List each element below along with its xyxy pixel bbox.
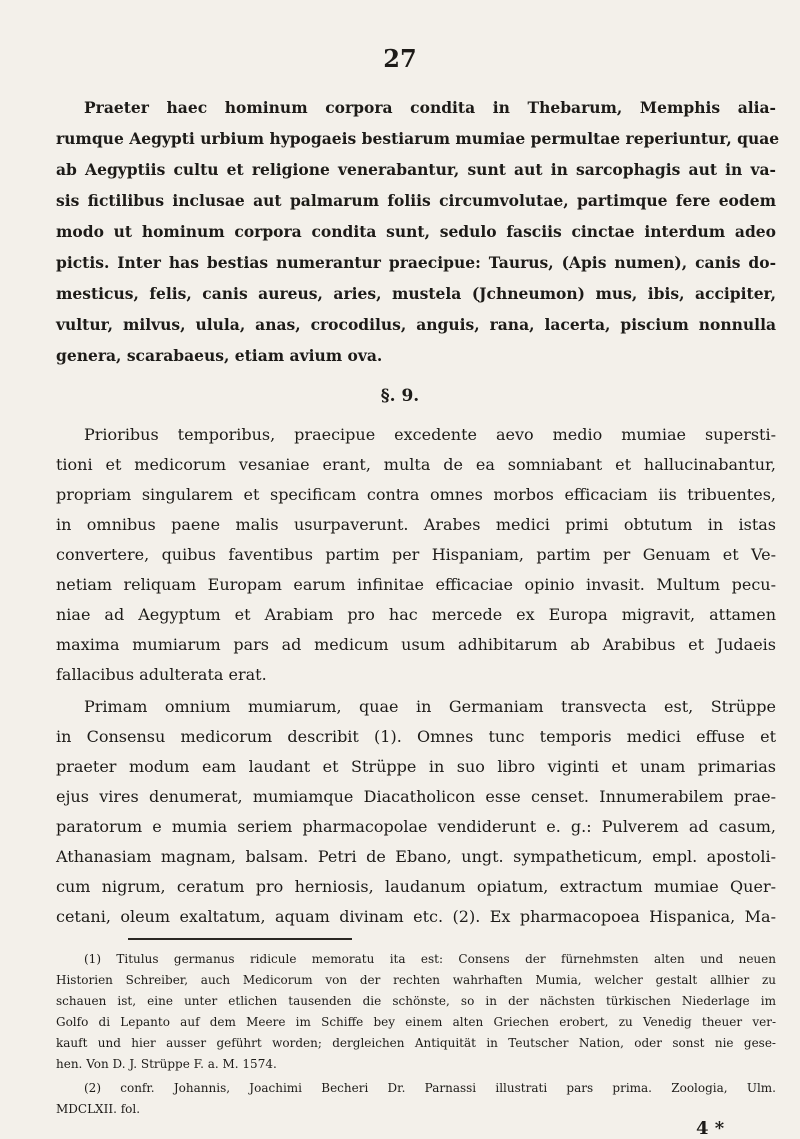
page-number: 27 — [383, 44, 417, 73]
paragraph2-line: netiam reliquam Europam earum infinitae efficaciae opinio invasit. Multum pecu- — [56, 575, 776, 594]
paragraph2-line: fallacibus adulterata erat. — [56, 665, 267, 684]
paragraph2-line: maxima mumiarum pars ad medicum usum adhibitarum ab Arabibus et Judaeis — [56, 635, 776, 654]
paragraph1-line: rumque Aegypti urbium hypogaeis bestiarum mumiae permultae reperiuntur, quae — [56, 129, 780, 148]
paragraph1-line: ab Aegyptiis cultu et religione venerabantur, sunt aut in sarcophagis aut in va- — [56, 160, 776, 179]
paragraph3-line: Primam omnium mumiarum, quae in Germaniam transvecta est, Strüppe — [84, 697, 776, 716]
paragraph1-line: sis fictilibus inclusae aut palmarum foliis circumvolutae, partimque fere eodem — [56, 191, 776, 210]
paragraph3-line: praeter modum eam laudant et Strüppe in suo libro viginti et unam primarias — [56, 757, 776, 776]
paragraph3-line: Athanasiam magnam, balsam. Petri de Ebano, ungt. sympatheticum, empl. apostoli- — [56, 847, 776, 866]
paragraph2-line: in omnibus paene malis usurpaverunt. Arabes medici primi obtutum in istas — [56, 515, 776, 534]
footnote1-line: Historien Schreiber, auch Medicorum von der rechten wahrhaften Mumia, welcher gestalt allhier zu — [56, 973, 776, 987]
footnote2-line: (2) confr. Johannis, Joachimi Becheri Dr. Parnassi illustrati pars prima. Zoologia, Ulm. — [84, 1081, 776, 1095]
footnote2-line: MDCLXII. fol. — [56, 1102, 141, 1116]
paragraph1-line: modo ut hominum corpora condita sunt, sedulo fasciis cinctae interdum adeo — [56, 222, 776, 241]
footnote1-line: Golfo di Lepanto auf dem Meere im Schiffe bey einem alten Griechen erobert, zu Venedig theuer ver- — [56, 1015, 776, 1029]
paragraph3-line: cetani, oleum exaltatum, aquam divinam etc. (2). Ex pharmacopoea Hispanica, Ma- — [56, 907, 776, 926]
paragraph1-line: Praeter haec hominum corpora condita in Thebarum, Memphis alia- — [84, 98, 776, 117]
paragraph3-line: cum nigrum, ceratum pro herniosis, laudanum opiatum, extractum mumiae Quer- — [56, 877, 776, 896]
footnote1-line: schauen ist, eine unter etlichen tausenden die schönste, so in der nächsten türkischen Niederlage im — [56, 994, 776, 1008]
paragraph2-line: Prioribus temporibus, praecipue excedente aevo medio mumiae supersti- — [84, 425, 776, 444]
footnote1-line: (1) Titulus germanus ridicule memoratu ita est: Consens der fürnehmsten alten und neuen — [84, 952, 776, 966]
paragraph2-line: propriam singularem et specificam contra omnes morbos efficaciam iis tribuentes, — [56, 485, 776, 504]
paragraph2-line: niae ad Aegyptum et Arabiam pro hac mercede ex Europa migravit, attamen — [56, 605, 776, 624]
paragraph3-line: in Consensu medicorum describit (1). Omnes tunc temporis medici effuse et — [56, 727, 776, 746]
paragraph1-line: pictis. Inter has bestias numerantur praecipue: Taurus, (Apis numen), canis do- — [56, 253, 776, 272]
paragraph2-line: convertere, quibus faventibus partim per Hispaniam, partim per Genuam et Ve- — [56, 545, 776, 564]
paragraph1-line: mesticus, felis, canis aureus, aries, mustela (Jchneumon) mus, ibis, accipiter, — [56, 284, 776, 303]
paragraph1-line: vultur, milvus, ulula, anas, crocodilus, anguis, rana, lacerta, piscium nonnulla — [56, 315, 776, 334]
footnote1-line: hen. Von D. J. Strüppe F. a. M. 1574. — [56, 1057, 277, 1071]
paragraph3-line: ejus vires denumerat, mumiamque Diacatholicon esse censet. Innumerabilem prae- — [56, 787, 776, 806]
paragraph1-line: genera, scarabaeus, etiam avium ova. — [56, 346, 383, 365]
section-heading: §. 9. — [380, 386, 420, 406]
paragraph3-line: paratorum e mumia seriem pharmacopolae vendiderunt e. g.: Pulverem ad casum, — [56, 817, 776, 836]
paragraph2-line: tioni et medicorum vesaniae erant, multa de ea somniabant et hallucinabantur, — [56, 455, 776, 474]
footnote-divider — [128, 938, 352, 940]
footnote1-line: kauft und hier ausser geführt worden; dergleichen Antiquität in Teutscher Nation, oder sonst nie gese- — [56, 1036, 776, 1050]
signature-mark: 4 * — [696, 1118, 725, 1139]
